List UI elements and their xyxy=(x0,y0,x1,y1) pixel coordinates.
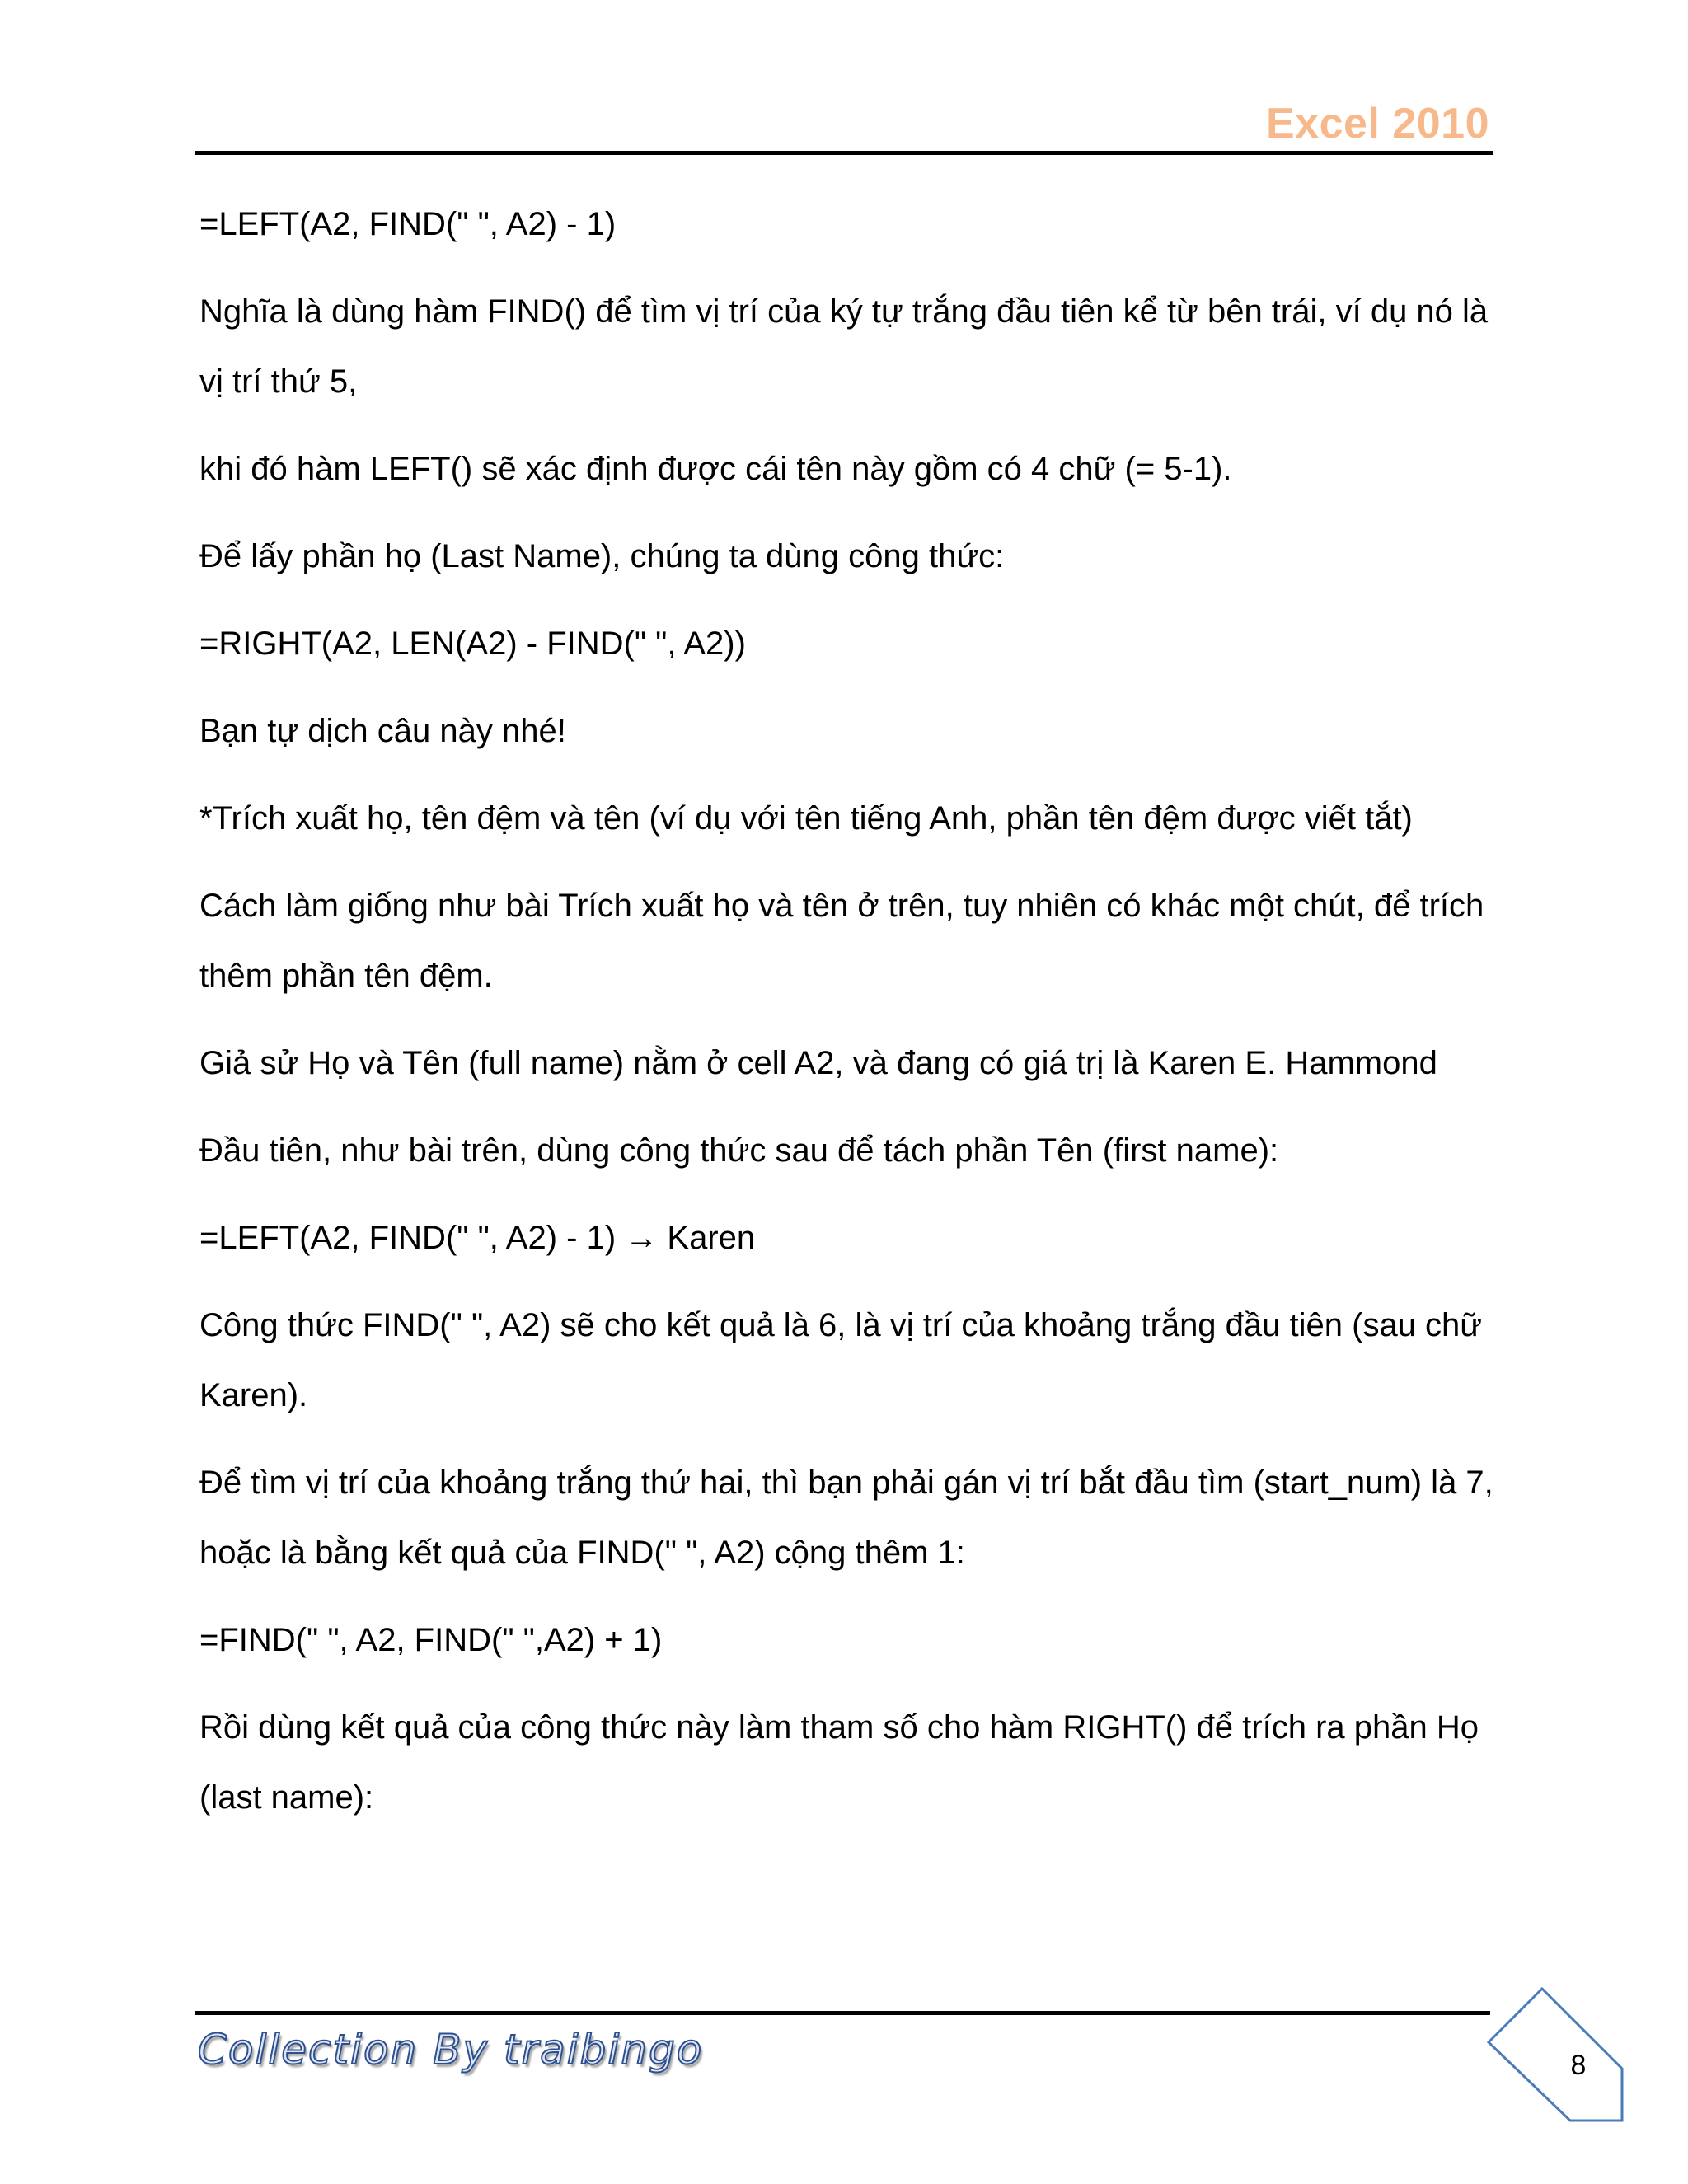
paragraph: Giả sử Họ và Tên (full name) nằm ở cell A2, và đang có giá trị là Karen E. Hammond xyxy=(199,1045,1437,1081)
footer-rule xyxy=(195,2011,1490,2015)
paragraph: Công thức FIND(" ", A2) sẽ cho kết quả là 6, là vị trí của khoảng trắng đầu tiên (sau chữ Karen). xyxy=(199,1307,1483,1413)
paragraph: khi đó hàm LEFT() sẽ xác định được cái tên này gồm có 4 chữ (= 5-1). xyxy=(199,451,1232,487)
paragraph: *Trích xuất họ, tên đệm và tên (ví dụ với tên tiếng Anh, phần tên đệm được viết tắt) xyxy=(199,800,1413,837)
paragraph: Cách làm giống như bài Trích xuất họ và tên ở trên, tuy nhiên có khác một chút, để trích thêm phần tên đệm. xyxy=(199,888,1484,994)
paragraph: Để lấy phần họ (Last Name), chúng ta dùng công thức: xyxy=(199,538,1005,574)
page-number: 8 xyxy=(1570,2050,1587,2081)
paragraph: Đầu tiên, như bài trên, dùng công thức sau để tách phần Tên (first name): xyxy=(199,1132,1279,1169)
page-body xyxy=(199,190,1502,1850)
paragraph: Rồi dùng kết quả của công thức này làm tham số cho hàm RIGHT() để trích ra phần Họ (last name): xyxy=(199,1709,1479,1816)
header-title: Excel 2010 xyxy=(1265,100,1489,148)
paragraph: Nghĩa là dùng hàm FIND() để tìm vị trí của ký tự trắng đầu tiên kể từ bên trái, ví dụ nó là vị trí thứ 5, xyxy=(199,293,1489,400)
header-rule xyxy=(195,151,1493,155)
paragraph: =RIGHT(A2, LEN(A2) - FIND(" ", A2)) xyxy=(199,626,746,662)
footer-brand: Collection By traibingo xyxy=(198,2026,704,2074)
paragraph: =LEFT(A2, FIND(" ", A2) - 1) → Karen xyxy=(199,1220,756,1256)
paragraph: Để tìm vị trí của khoảng trắng thứ hai, thì bạn phải gán vị trí bắt đầu tìm (start_num) là 7, hoặc là bằng kết quả của FIND(" ", A2) cộng thêm 1: xyxy=(199,1465,1493,1571)
paragraph: =FIND(" ", A2, FIND(" ",A2) + 1) xyxy=(199,1622,663,1658)
paragraph: Bạn tự dịch câu này nhé! xyxy=(199,713,566,749)
paragraph: =LEFT(A2, FIND(" ", A2) - 1) xyxy=(199,206,617,242)
